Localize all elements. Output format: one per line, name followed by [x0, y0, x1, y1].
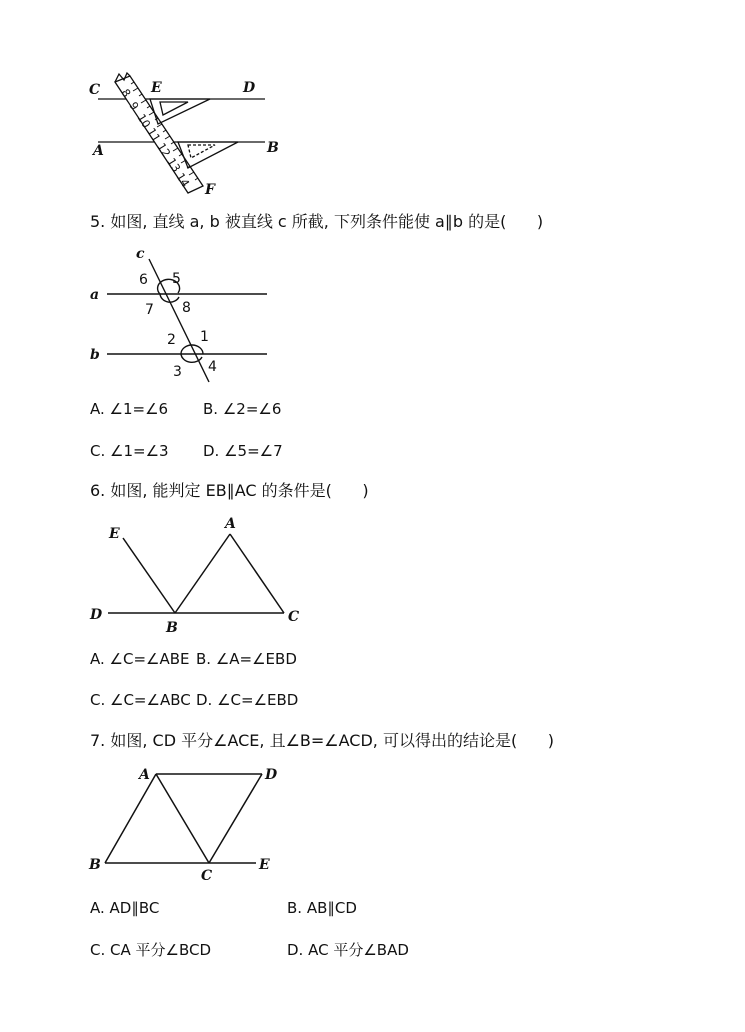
label-E: E — [259, 857, 270, 873]
q5-question: 5. 如图, 直线 a, b 被直线 c 所截, 下列条件能使 a∥b 的是( ) — [90, 212, 544, 231]
angle-4: 4 — [208, 359, 217, 375]
label-C: C — [201, 868, 213, 884]
q7-option-d[interactable]: D. AC 平分∠BAD — [287, 941, 409, 959]
q6-option-b[interactable]: B. ∠A=∠EBD — [196, 650, 297, 668]
angle-2: 2 — [167, 332, 176, 348]
segment-ac — [156, 774, 209, 863]
q7-option-c[interactable]: C. CA 平分∠BCD — [90, 941, 212, 959]
label-A: A — [93, 143, 104, 159]
angle-6: 6 — [139, 272, 148, 288]
label-b: b — [90, 347, 100, 363]
label-C: C — [288, 609, 300, 625]
svg-text:11: 11 — [144, 125, 163, 145]
angle-1: 1 — [200, 329, 209, 345]
segment-ac — [230, 534, 284, 613]
label-B: B — [267, 140, 279, 156]
q7-option-a[interactable]: A. AD∥BC — [90, 899, 160, 917]
q7-option-b[interactable]: B. AB∥CD — [287, 899, 357, 917]
label-F: F — [205, 182, 215, 198]
label-D: D — [265, 767, 278, 783]
svg-text:9: 9 — [126, 99, 142, 113]
q6-option-d[interactable]: D. ∠C=∠EBD — [196, 691, 299, 709]
q6-question: 6. 如图, 能判定 EB∥AC 的条件是( ) — [90, 481, 369, 500]
svg-text:13: 13 — [164, 155, 183, 175]
segment-cd — [209, 774, 262, 863]
label-E: E — [151, 80, 162, 96]
q6-option-c[interactable]: C. ∠C=∠ABC — [90, 691, 191, 709]
ruler-figure — [0, 0, 745, 210]
svg-text:14: 14 — [173, 170, 192, 190]
label-E: E — [109, 526, 120, 542]
segment-eb — [123, 538, 175, 613]
q5-option-b[interactable]: B. ∠2=∠6 — [203, 400, 282, 418]
svg-text:12: 12 — [154, 140, 173, 160]
svg-text:10: 10 — [134, 111, 153, 131]
segment-ab — [105, 774, 156, 863]
angle-7: 7 — [145, 302, 154, 318]
label-B: B — [166, 620, 178, 636]
q7-figure — [0, 760, 745, 890]
label-A: A — [139, 767, 150, 783]
angle-5: 5 — [172, 271, 181, 287]
q6-figure — [0, 510, 745, 640]
svg-text:8: 8 — [118, 86, 134, 100]
label-D: D — [90, 607, 103, 623]
label-A: A — [225, 516, 236, 532]
label-C: C — [89, 82, 101, 98]
q7-question: 7. 如图, CD 平分∠ACE, 且∠B=∠ACD, 可以得出的结论是( ) — [90, 731, 554, 750]
set-square-bottom — [178, 142, 238, 168]
q5-option-c[interactable]: C. ∠1=∠3 — [90, 442, 169, 460]
q5-option-a[interactable]: A. ∠1=∠6 — [90, 400, 169, 418]
label-D: D — [243, 80, 256, 96]
q5-option-d[interactable]: D. ∠5=∠7 — [203, 442, 283, 460]
angle-8: 8 — [182, 300, 191, 316]
q5-figure — [0, 240, 745, 380]
angle-3: 3 — [173, 364, 182, 380]
label-a: a — [90, 287, 100, 303]
q6-option-a[interactable]: A. ∠C=∠ABE — [90, 650, 190, 668]
label-B: B — [89, 857, 101, 873]
segment-ba — [175, 534, 230, 613]
label-c: c — [136, 246, 145, 262]
